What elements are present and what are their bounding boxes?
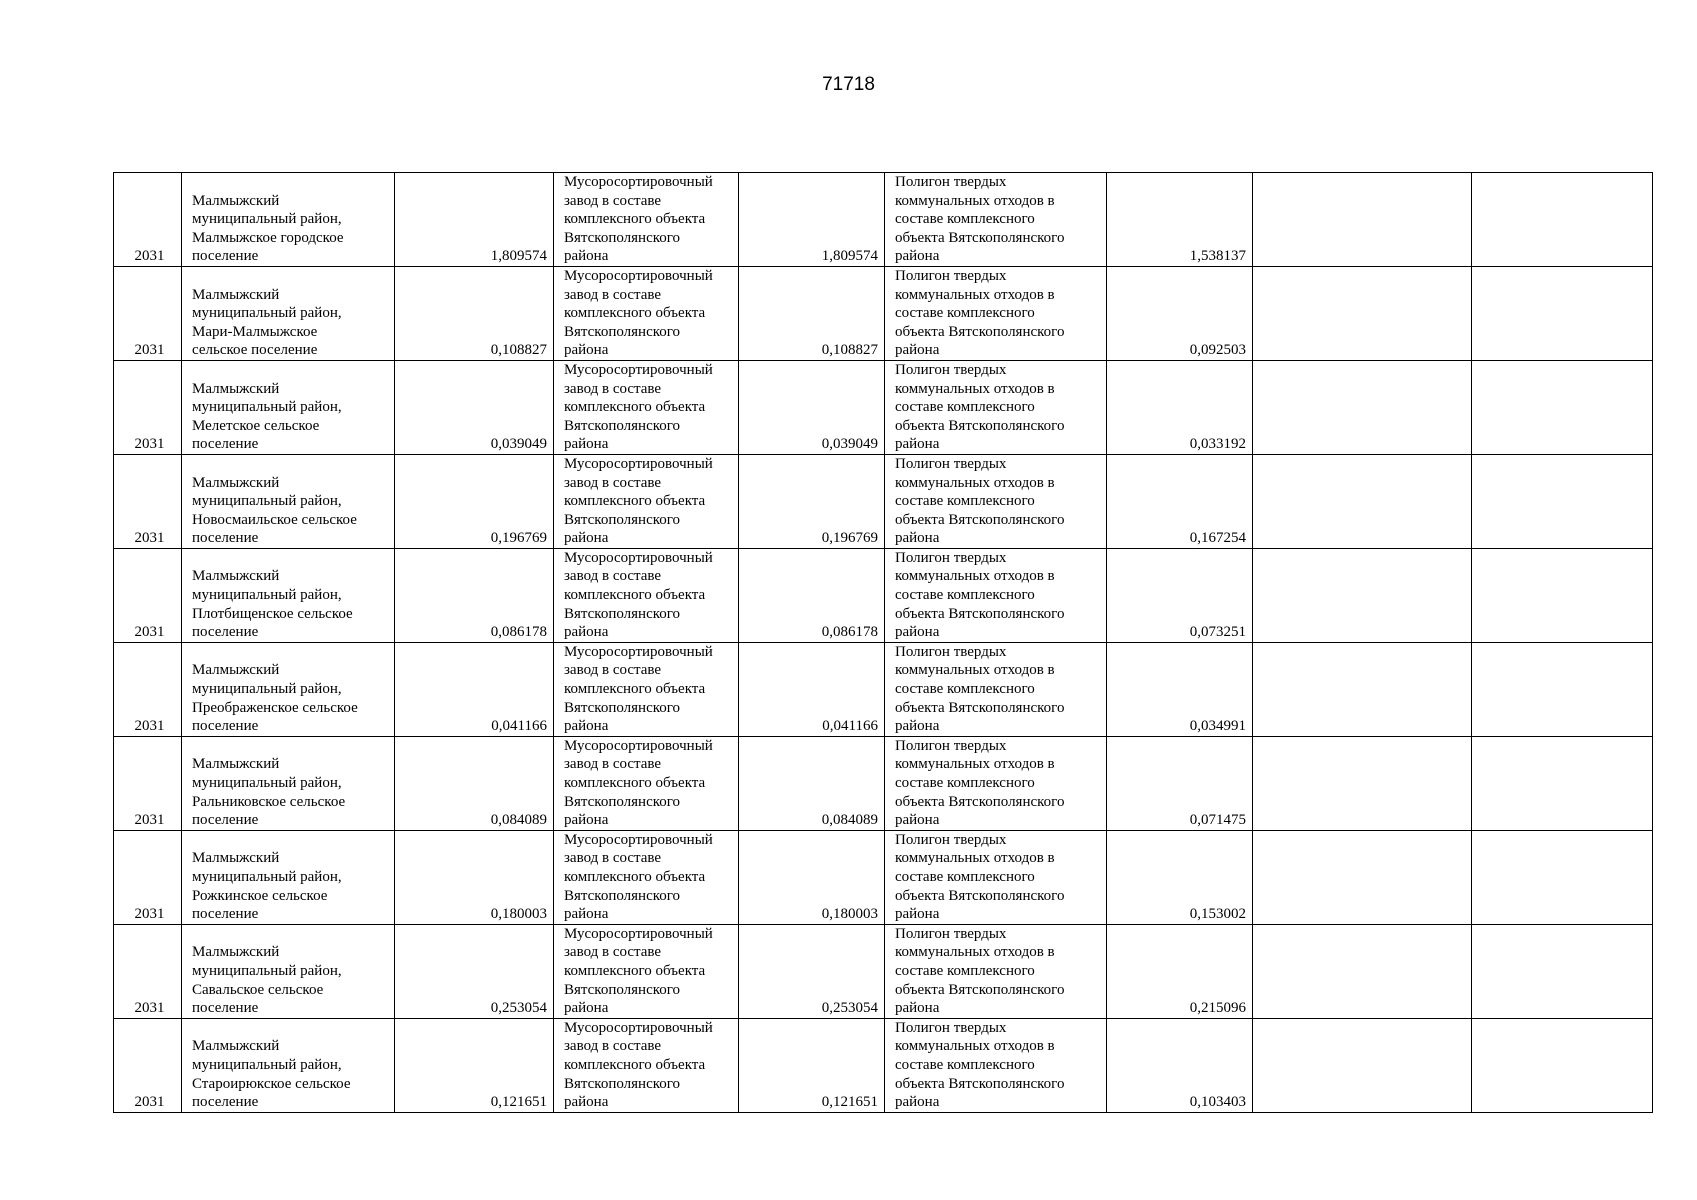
- empty-cell: [1253, 736, 1472, 830]
- sorting-volume-cell: 0,041166: [739, 642, 885, 736]
- waste-volume-cell: 0,180003: [395, 830, 554, 924]
- empty-cell: [1472, 830, 1653, 924]
- settlement-cell: Малмыжский муниципальный район, Плотбищенское сельское поселение: [182, 548, 395, 642]
- sorting-facility-cell: Мусоросортировочный завод в составе комплексного объекта Вятскополянского района: [554, 173, 739, 267]
- sorting-volume-cell: 0,084089: [739, 736, 885, 830]
- settlement-cell: Малмыжский муниципальный район, Преображенское сельское поселение: [182, 642, 395, 736]
- empty-cell: [1253, 830, 1472, 924]
- landfill-facility-cell: Полигон твердых коммунальных отходов в составе комплексного объекта Вятскополянского района: [885, 548, 1107, 642]
- year-cell: 2031: [114, 173, 182, 267]
- year-cell: 2031: [114, 360, 182, 454]
- waste-volume-cell: 0,084089: [395, 736, 554, 830]
- landfill-facility-cell: Полигон твердых коммунальных отходов в составе комплексного объекта Вятскополянского района: [885, 924, 1107, 1018]
- waste-volume-cell: 1,809574: [395, 173, 554, 267]
- landfill-facility-cell: Полигон твердых коммунальных отходов в составе комплексного объекта Вятскополянского района: [885, 454, 1107, 548]
- landfill-volume-cell: 0,215096: [1107, 924, 1253, 1018]
- year-cell: 2031: [114, 1018, 182, 1112]
- landfill-volume-cell: 0,167254: [1107, 454, 1253, 548]
- settlement-cell: Малмыжский муниципальный район, Ральниковское сельское поселение: [182, 736, 395, 830]
- landfill-facility-cell: Полигон твердых коммунальных отходов в составе комплексного объекта Вятскополянского района: [885, 830, 1107, 924]
- landfill-facility-cell: Полигон твердых коммунальных отходов в составе комплексного объекта Вятскополянского района: [885, 736, 1107, 830]
- table-row: [114, 830, 1653, 924]
- settlement-cell: Малмыжский муниципальный район, Мари-Малмыжское сельское поселение: [182, 266, 395, 360]
- empty-cell: [1472, 173, 1653, 267]
- landfill-volume-cell: 1,538137: [1107, 173, 1253, 267]
- sorting-facility-cell: Мусоросортировочный завод в составе комплексного объекта Вятскополянского района: [554, 642, 739, 736]
- landfill-facility-cell: Полигон твердых коммунальных отходов в составе комплексного объекта Вятскополянского района: [885, 1018, 1107, 1112]
- table-row: [114, 266, 1653, 360]
- waste-volume-cell: 0,039049: [395, 360, 554, 454]
- settlement-cell: Малмыжский муниципальный район, Староирюкское сельское поселение: [182, 1018, 395, 1112]
- sorting-facility-cell: Мусоросортировочный завод в составе комплексного объекта Вятскополянского района: [554, 830, 739, 924]
- sorting-volume-cell: 0,086178: [739, 548, 885, 642]
- empty-cell: [1253, 924, 1472, 1018]
- table-row: [114, 360, 1653, 454]
- empty-cell: [1472, 736, 1653, 830]
- year-cell: 2031: [114, 642, 182, 736]
- waste-volume-cell: 0,086178: [395, 548, 554, 642]
- settlement-cell: Малмыжский муниципальный район, Савальское сельское поселение: [182, 924, 395, 1018]
- sorting-facility-cell: Мусоросортировочный завод в составе комплексного объекта Вятскополянского района: [554, 924, 739, 1018]
- empty-cell: [1472, 924, 1653, 1018]
- year-cell: 2031: [114, 548, 182, 642]
- empty-cell: [1472, 266, 1653, 360]
- waste-volume-cell: 0,253054: [395, 924, 554, 1018]
- waste-volume-cell: 0,041166: [395, 642, 554, 736]
- settlement-cell: Малмыжский муниципальный район, Рожкинское сельское поселение: [182, 830, 395, 924]
- year-cell: 2031: [114, 454, 182, 548]
- landfill-facility-cell: Полигон твердых коммунальных отходов в составе комплексного объекта Вятскополянского района: [885, 642, 1107, 736]
- sorting-volume-cell: 1,809574: [739, 173, 885, 267]
- sorting-volume-cell: 0,196769: [739, 454, 885, 548]
- table-row: [114, 736, 1653, 830]
- empty-cell: [1472, 360, 1653, 454]
- waste-volume-cell: 0,108827: [395, 266, 554, 360]
- landfill-facility-cell: Полигон твердых коммунальных отходов в составе комплексного объекта Вятскополянского района: [885, 173, 1107, 267]
- empty-cell: [1472, 454, 1653, 548]
- year-cell: 2031: [114, 266, 182, 360]
- landfill-volume-cell: 0,073251: [1107, 548, 1253, 642]
- landfill-volume-cell: 0,071475: [1107, 736, 1253, 830]
- sorting-volume-cell: 0,039049: [739, 360, 885, 454]
- waste-flow-table: [113, 172, 1653, 1113]
- table-body: [114, 173, 1653, 1113]
- sorting-facility-cell: Мусоросортировочный завод в составе комплексного объекта Вятскополянского района: [554, 454, 739, 548]
- table-row: [114, 642, 1653, 736]
- sorting-facility-cell: Мусоросортировочный завод в составе комплексного объекта Вятскополянского района: [554, 360, 739, 454]
- empty-cell: [1472, 1018, 1653, 1112]
- empty-cell: [1472, 548, 1653, 642]
- empty-cell: [1253, 1018, 1472, 1112]
- waste-volume-cell: 0,196769: [395, 454, 554, 548]
- sorting-volume-cell: 0,253054: [739, 924, 885, 1018]
- page-number: 71718: [822, 74, 875, 95]
- empty-cell: [1253, 266, 1472, 360]
- settlement-cell: Малмыжский муниципальный район, Малмыжское городское поселение: [182, 173, 395, 267]
- sorting-volume-cell: 0,108827: [739, 266, 885, 360]
- landfill-volume-cell: 0,034991: [1107, 642, 1253, 736]
- year-cell: 2031: [114, 924, 182, 1018]
- year-cell: 2031: [114, 830, 182, 924]
- table-row: [114, 924, 1653, 1018]
- sorting-facility-cell: Мусоросортировочный завод в составе комплексного объекта Вятскополянского района: [554, 266, 739, 360]
- landfill-volume-cell: 0,153002: [1107, 830, 1253, 924]
- landfill-volume-cell: 0,092503: [1107, 266, 1253, 360]
- table-row: [114, 548, 1653, 642]
- sorting-facility-cell: Мусоросортировочный завод в составе комплексного объекта Вятскополянского района: [554, 1018, 739, 1112]
- sorting-facility-cell: Мусоросортировочный завод в составе комплексного объекта Вятскополянского района: [554, 736, 739, 830]
- settlement-cell: Малмыжский муниципальный район, Новосмаильское сельское поселение: [182, 454, 395, 548]
- empty-cell: [1253, 548, 1472, 642]
- year-cell: 2031: [114, 736, 182, 830]
- table-row: [114, 454, 1653, 548]
- landfill-facility-cell: Полигон твердых коммунальных отходов в составе комплексного объекта Вятскополянского района: [885, 266, 1107, 360]
- landfill-volume-cell: 0,033192: [1107, 360, 1253, 454]
- waste-volume-cell: 0,121651: [395, 1018, 554, 1112]
- settlement-cell: Малмыжский муниципальный район, Мелетское сельское поселение: [182, 360, 395, 454]
- empty-cell: [1253, 173, 1472, 267]
- sorting-facility-cell: Мусоросортировочный завод в составе комплексного объекта Вятскополянского района: [554, 548, 739, 642]
- sorting-volume-cell: 0,180003: [739, 830, 885, 924]
- table-row: [114, 1018, 1653, 1112]
- table-row: [114, 173, 1653, 267]
- empty-cell: [1253, 454, 1472, 548]
- empty-cell: [1253, 360, 1472, 454]
- landfill-volume-cell: 0,103403: [1107, 1018, 1253, 1112]
- sorting-volume-cell: 0,121651: [739, 1018, 885, 1112]
- empty-cell: [1472, 642, 1653, 736]
- empty-cell: [1253, 642, 1472, 736]
- landfill-facility-cell: Полигон твердых коммунальных отходов в составе комплексного объекта Вятскополянского района: [885, 360, 1107, 454]
